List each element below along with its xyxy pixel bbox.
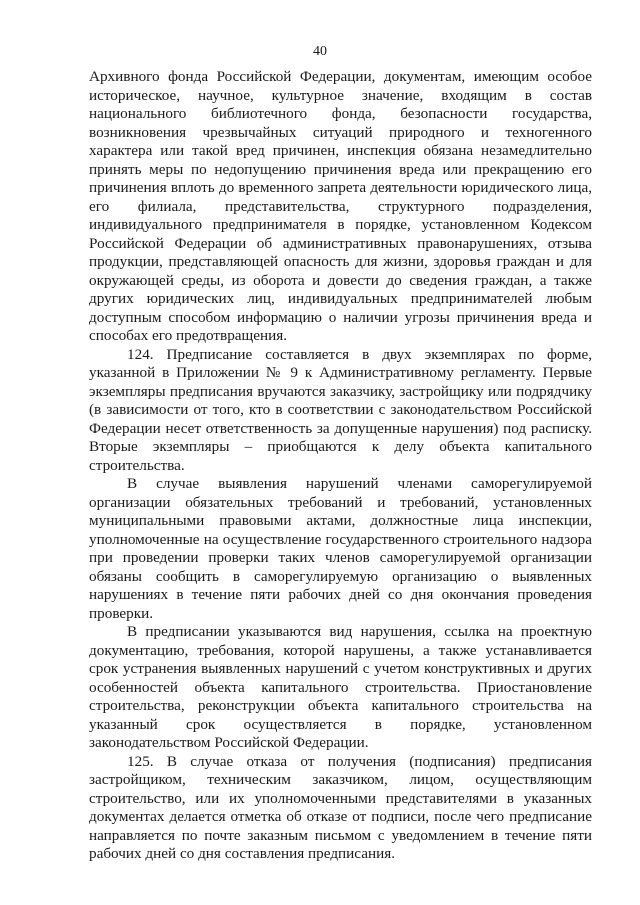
paragraph-125: 125. В случае отказа от получения (подписания) предписания застройщиком, техническим заказчиком, лицом, осуществляющим строительство, или их уполномоченными представителями в указанных документах делается отметка об отказе от подписи, после чего предписание направляется по почте заказным письмом с уведомлением в течение пяти рабочих дней со дня составления предписания. (89, 752, 592, 862)
paragraph-prescription-content: В предписании указываются вид нарушения, ссылка на проектную документацию, требования, которой нарушены, а также устанавливается срок устранения выявленных нарушений с учетом конструктивных и других особенностей объекта капитального строительства. Приостановление строительства, реконструкции объекта капитального строительства на указанный срок осуществляется в порядке, установленном законодательством Российской Федерации. (89, 623, 592, 751)
page-number: 40 (313, 44, 327, 59)
document-body (89, 68, 592, 864)
paragraph-continuation: Архивного фонда Российской Федерации, документам, имеющим особое историческое, научное, культурное значение, входящим в состав национального библиотечного фонда, безопасности государства, возникновения чрезвычайных ситуаций природного и техногенного характера или такой вред причинен, инспекция обязана незамедлительно принять меры по недопущению причинения вреда или прекращению его причинения вплоть до временного запрета деятельности юридического лица, его филиала, представительства, структурного подразделения, индивидуального предпринимателя в порядке, установленном Кодексом Российской Федерации об административных правонарушениях, отзыва продукции, представляющей опасность для жизни, здоровья граждан и для окружающей среды, из оборота и довести до сведения граждан, а также других юридических лиц, индивидуальных предпринимателей любым доступным способом информацию о наличии угрозы причинения вреда и способах его предотвращения. (89, 68, 592, 344)
paragraph-sro-violations: В случае выявления нарушений членами саморегулируемой организации обязательных требований и требований, установленных муниципальными правовыми актами, должностные лица инспекции, уполномоченные на осуществление государственного строительного надзора при проведении проверки таких членов саморегулируемой организации обязаны сообщить в саморегулируемую организацию о выявленных нарушениях в течение пяти рабочих дней со дня окончания проведения проверки. (89, 475, 592, 622)
paragraph-124: 124. Предписание составляется в двух экземплярах по форме, указанной в Приложении № 9 к Административному регламенту. Первые экземпляры предписания вручаются заказчику, застройщику или подрядчику (в зависимости от того, кто в соответствии с законодательством Российской Федерации несет ответственность за допущенные нарушения) под расписку. Вторые экземпляры – приобщаются к делу объекта капитального строительства. (89, 345, 592, 474)
